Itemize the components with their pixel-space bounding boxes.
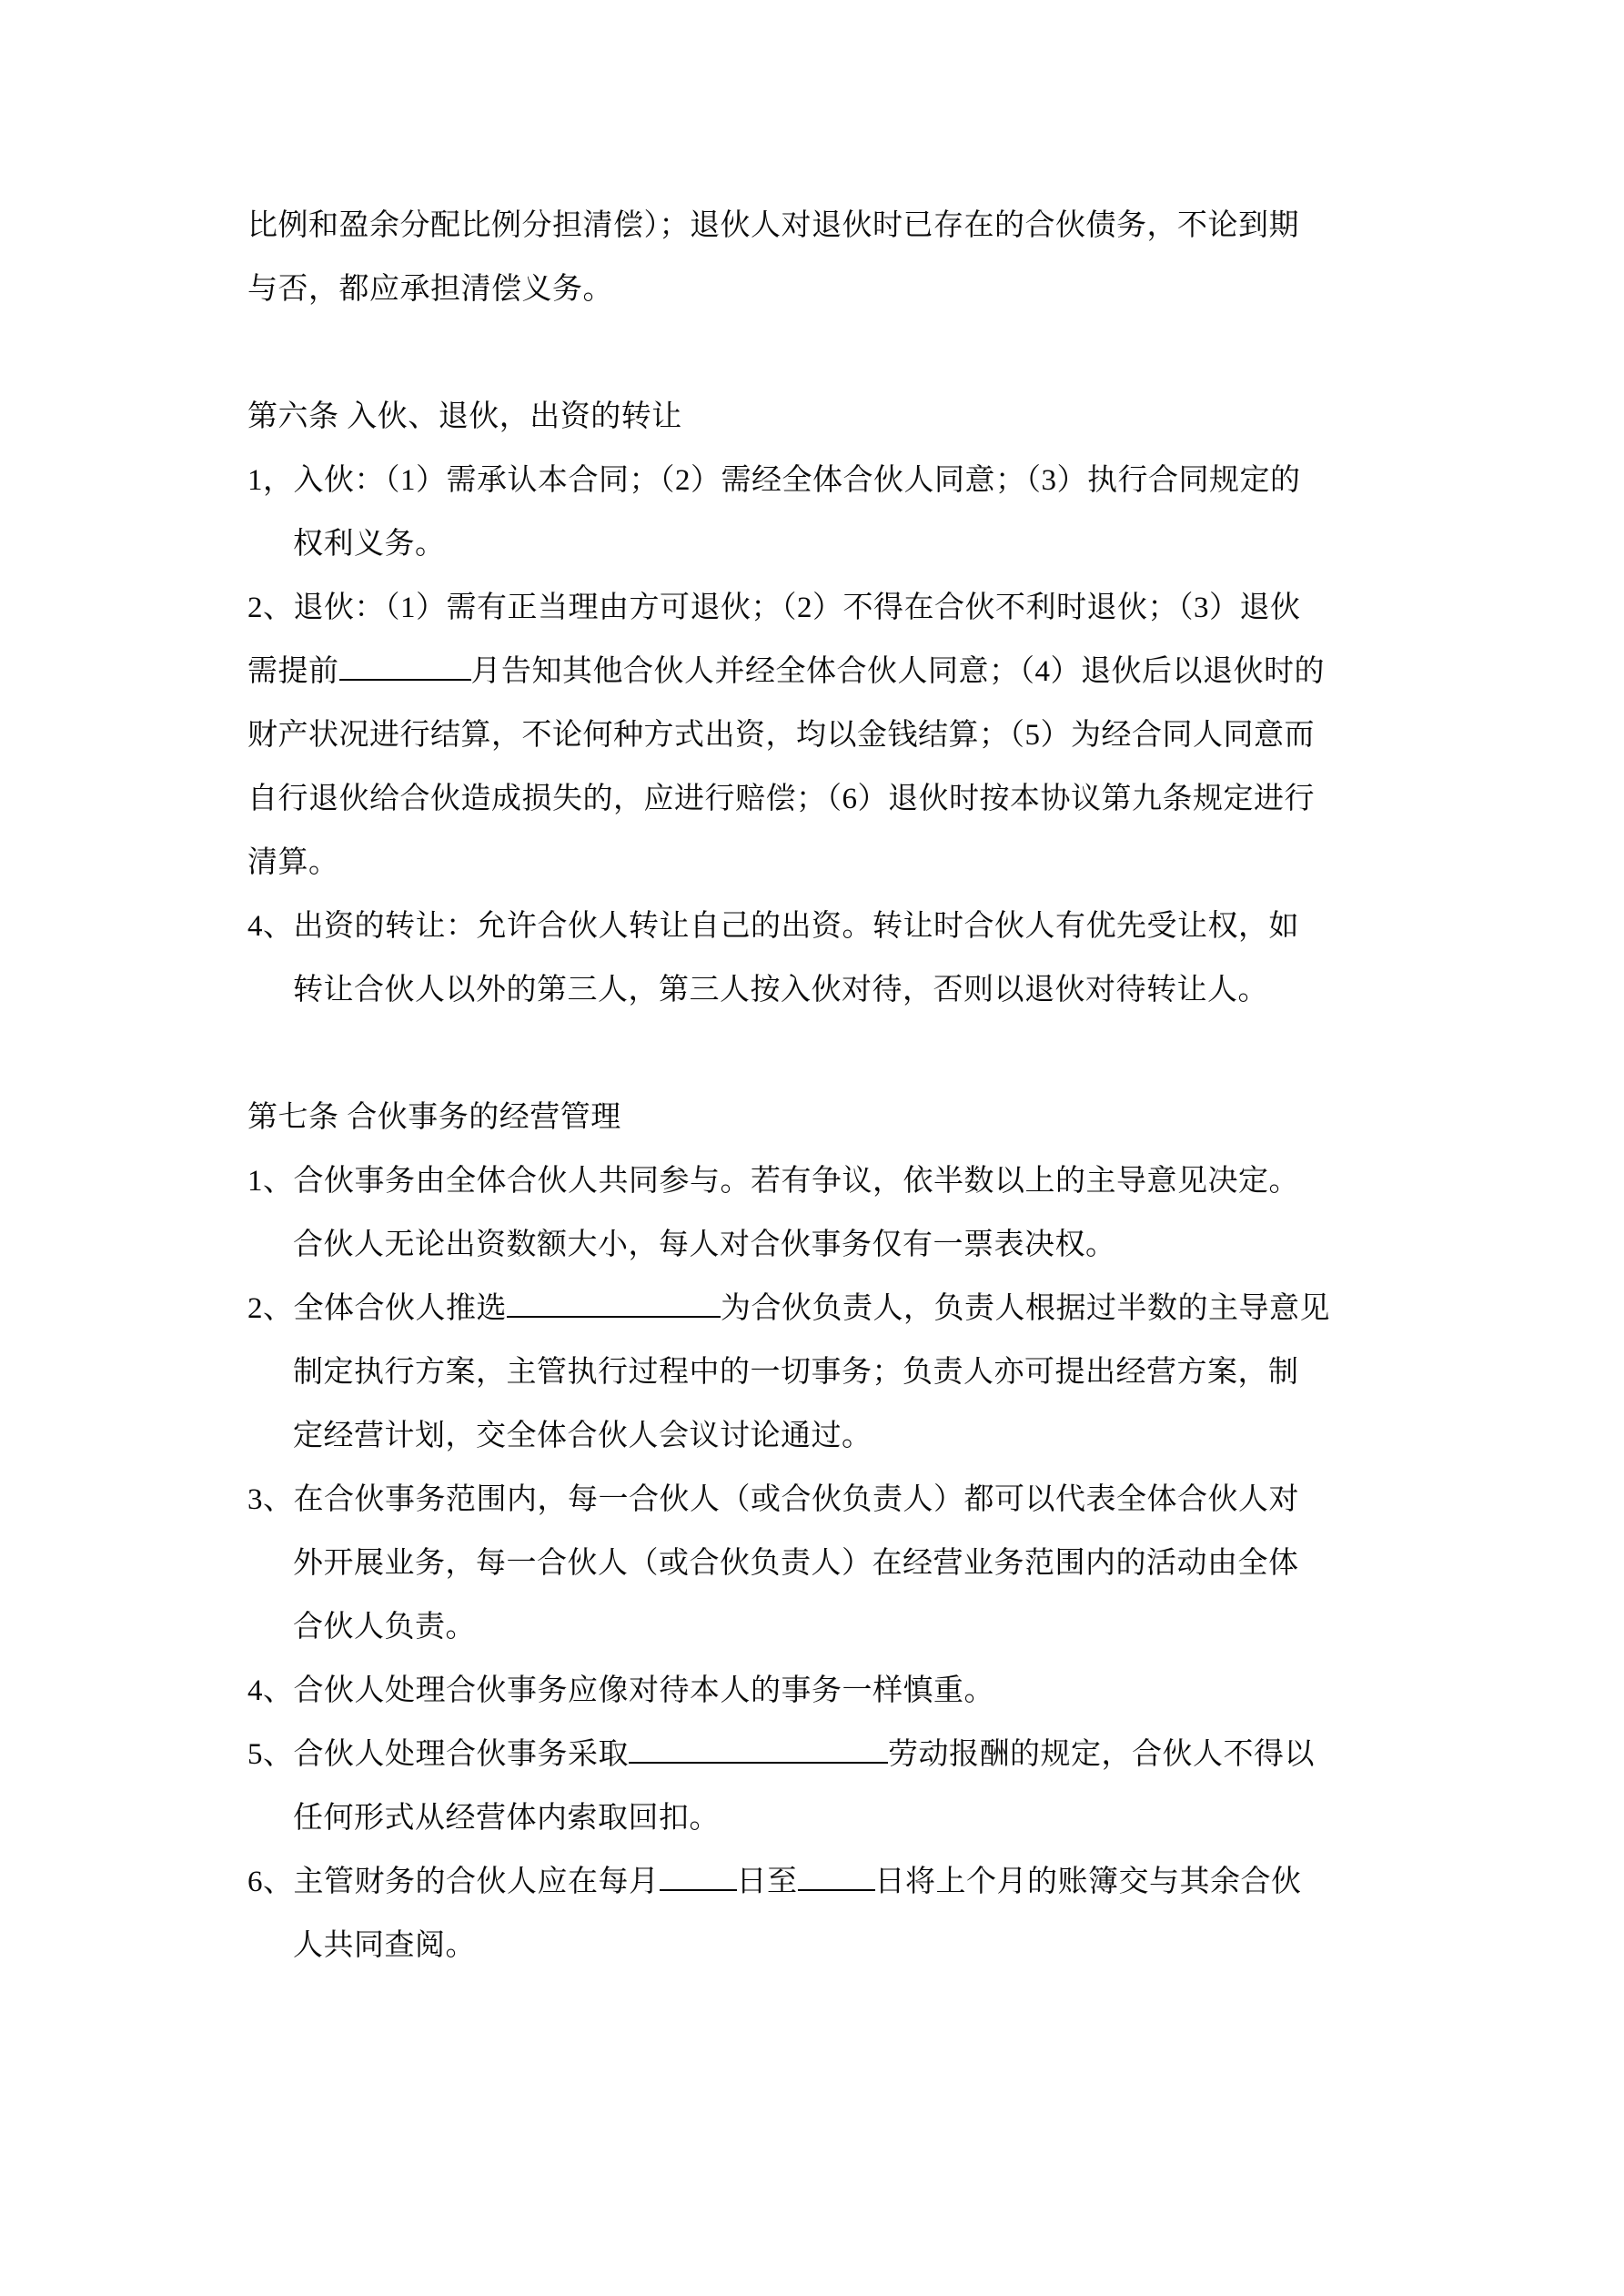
text-run: 与否，都应承担清偿义务。 bbox=[247, 273, 613, 306]
article-6-item-2-line-5 bbox=[247, 831, 1485, 895]
text-run: 定经营计划，交全体合伙人会议讨论通过。 bbox=[293, 1420, 873, 1452]
article-7-item-5-line-2 bbox=[247, 1786, 1485, 1850]
fill-in-blank-underline bbox=[629, 1758, 888, 1764]
article-7-item-2-line-3 bbox=[247, 1404, 1485, 1468]
article-7-item-1-line-2 bbox=[247, 1213, 1485, 1277]
text-run: 5、合伙人处理合伙事务采取 bbox=[247, 1738, 629, 1771]
article-7-item-1-line-1 bbox=[247, 1149, 1485, 1213]
text-run: 比例和盈余分配比例分担清偿）；退伙人对退伙时已存在的合伙债务，不论到期 bbox=[247, 209, 1299, 242]
article-6-item-2-line-1 bbox=[247, 576, 1485, 640]
article-7-item-6-line-1 bbox=[247, 1850, 1485, 1914]
text-run: 人共同查阅。 bbox=[293, 1929, 476, 1962]
article-6-item-2-line-3 bbox=[247, 703, 1485, 767]
text-run: 劳动报酬的规定，合伙人不得以 bbox=[888, 1738, 1315, 1771]
text-run: 合伙人无论出资数额大小，每人对合伙事务仅有一票表决权。 bbox=[293, 1229, 1116, 1261]
article-6-item-2-line-4 bbox=[247, 767, 1485, 831]
article-6-item-4-line-2 bbox=[247, 958, 1485, 1022]
text-run: 1，入伙：（1）需承认本合同；（2）需经全体合伙人同意；（3）执行合同规定的 bbox=[247, 464, 1301, 497]
text-run: 第六条 入伙、退伙，出资的转让 bbox=[247, 400, 682, 433]
text-run: 制定执行方案，主管执行过程中的一切事务；负责人亦可提出经营方案，制 bbox=[293, 1356, 1299, 1389]
text-run: 6、主管财务的合伙人应在每月 bbox=[247, 1866, 660, 1898]
text-run: 外开展业务，每一合伙人（或合伙负责人）在经营业务范围内的活动由全体 bbox=[293, 1547, 1299, 1580]
fill-in-blank-underline bbox=[798, 1886, 875, 1891]
text-run: 3、在合伙事务范围内，每一合伙人（或合伙负责人）都可以代表全体合伙人对 bbox=[247, 1483, 1299, 1516]
text-run: 任何形式从经营体内索取回扣。 bbox=[293, 1802, 720, 1835]
text-run: 第七条 合伙事务的经营管理 bbox=[247, 1101, 621, 1134]
text-run: 4、出资的转让：允许合伙人转让自己的出资。转让时合伙人有优先受让权，如 bbox=[247, 910, 1299, 943]
blank-line bbox=[247, 321, 1485, 385]
article-6-item-2-line-2 bbox=[247, 640, 1485, 703]
text-run: 自行退伙给合伙造成损失的，应进行赔偿；（6）退伙时按本协议第九条规定进行 bbox=[247, 783, 1315, 815]
carryover-paragraph-line-1 bbox=[247, 194, 1485, 258]
text-run: 财产状况进行结算，不论何种方式出资，均以金钱结算；（5）为经合同人同意而 bbox=[247, 719, 1315, 752]
text-run: 清算。 bbox=[247, 846, 339, 879]
text-run: 日至 bbox=[736, 1866, 798, 1898]
text-run: 月告知其他合伙人并经全体合伙人同意；（4）退伙后以退伙时的 bbox=[470, 655, 1325, 688]
text-run: 4、合伙人处理合伙事务应像对待本人的事务一样慎重。 bbox=[247, 1674, 994, 1707]
text-run: 需提前 bbox=[247, 655, 339, 688]
text-run: 合伙人负责。 bbox=[293, 1611, 476, 1644]
text-run: 日将上个月的账簿交与其余合伙 bbox=[874, 1866, 1302, 1898]
article-7-item-4-line-1 bbox=[247, 1659, 1485, 1723]
text-run: 2、退伙：（1）需有正当理由方可退伙；（2）不得在合伙不利时退伙；（3）退伙 bbox=[247, 592, 1301, 624]
article-7-item-5-line-1 bbox=[247, 1723, 1485, 1786]
text-run: 转让合伙人以外的第三人，第三人按入伙对待，否则以退伙对待转让人。 bbox=[293, 974, 1268, 1006]
article-6-item-1-line-2 bbox=[247, 512, 1485, 576]
article-6-item-4-line-1 bbox=[247, 895, 1485, 958]
fill-in-blank-underline bbox=[339, 675, 471, 681]
blank-line bbox=[247, 1022, 1485, 1086]
article-7-item-3-line-2 bbox=[247, 1532, 1485, 1595]
text-run: 为合伙负责人，负责人根据过半数的主导意见 bbox=[721, 1292, 1330, 1325]
article-7-item-2-line-2 bbox=[247, 1340, 1485, 1404]
fill-in-blank-underline bbox=[660, 1886, 737, 1891]
heading-article-6 bbox=[247, 385, 1485, 449]
carryover-paragraph-line-2 bbox=[247, 258, 1485, 321]
heading-article-7 bbox=[247, 1086, 1485, 1149]
document-body bbox=[247, 194, 1485, 1977]
article-7-item-6-line-2 bbox=[247, 1914, 1485, 1977]
article-7-item-3-line-3 bbox=[247, 1595, 1485, 1659]
article-7-item-2-line-1 bbox=[247, 1277, 1485, 1340]
text-run: 权利义务。 bbox=[293, 528, 446, 561]
text-run: 2、全体合伙人推选 bbox=[247, 1292, 507, 1325]
article-6-item-1-line-1 bbox=[247, 449, 1485, 512]
article-7-item-3-line-1 bbox=[247, 1468, 1485, 1532]
fill-in-blank-underline bbox=[507, 1312, 721, 1318]
text-run: 1、合伙事务由全体合伙人共同参与。若有争议，依半数以上的主导意见决定。 bbox=[247, 1165, 1299, 1198]
